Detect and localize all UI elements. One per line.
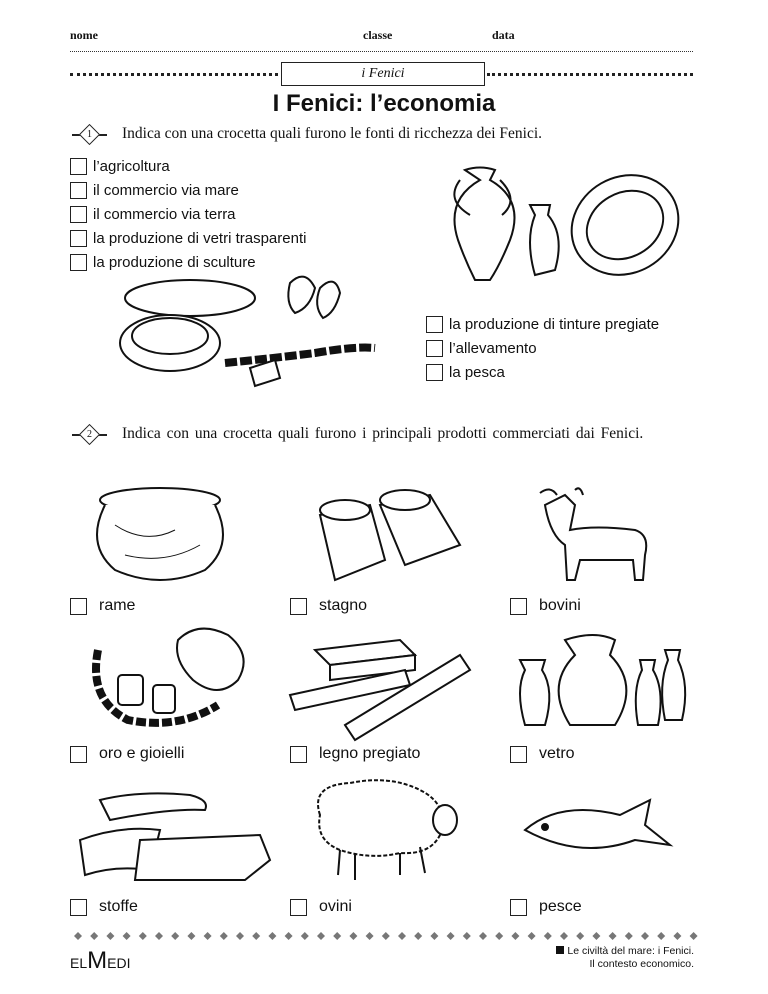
- option-pesca[interactable]: la pesca: [426, 360, 659, 384]
- diamond-ornament-icon: [414, 932, 422, 940]
- vases-illustration: [440, 160, 685, 285]
- checkbox[interactable]: [70, 158, 87, 175]
- product-stoffe[interactable]: stoffe: [70, 898, 138, 916]
- name-label: nome: [70, 28, 98, 42]
- banner: i Fenici: [281, 62, 485, 86]
- checkbox[interactable]: [70, 746, 87, 763]
- diamond-ornament-icon: [301, 932, 309, 940]
- checkbox[interactable]: [426, 316, 443, 333]
- diamond-ornament-icon: [690, 932, 698, 940]
- product-vetro[interactable]: vetro: [510, 745, 575, 763]
- diamond-ornament-icon: [317, 932, 325, 940]
- diamond-ornament-icon: [204, 932, 212, 940]
- diamond-ornament-icon: [106, 932, 114, 940]
- exercise1-number-marker: [72, 127, 107, 142]
- exercise2-question: Indica con una crocetta quali furono i principali prodotti commerciati dai Fenici.: [122, 425, 644, 442]
- header-rule: [70, 51, 693, 52]
- diamond-ornament-icon: [641, 932, 649, 940]
- checkbox[interactable]: [70, 899, 87, 916]
- checkbox[interactable]: [70, 254, 87, 271]
- diamond-ornament-icon: [139, 932, 147, 940]
- class-label: classe: [363, 28, 393, 42]
- fabrics-illustration: [80, 780, 270, 885]
- diamond-ornament-icon: [447, 932, 455, 940]
- diamond-ornament-icon: [398, 932, 406, 940]
- diamond-ornament-icon: [333, 932, 341, 940]
- option-allevamento[interactable]: l’allevamento: [426, 336, 659, 360]
- wood-planks-illustration: [285, 630, 470, 730]
- product-rame[interactable]: rame: [70, 597, 135, 615]
- cow-illustration: [535, 485, 665, 585]
- fish-illustration: [520, 790, 680, 865]
- diamond-ornament-icon: [560, 932, 568, 940]
- diamond-ornament-icon: [187, 932, 195, 940]
- checkbox[interactable]: [510, 598, 527, 615]
- diamond-ornament-icon: [495, 932, 503, 940]
- diamond-ornament-icon: [592, 932, 600, 940]
- diamond-ornament-icon: [74, 932, 82, 940]
- option-vetri[interactable]: la produzione di vetri trasparenti: [70, 226, 306, 250]
- diamond-ornament-icon: [366, 932, 374, 940]
- diamond-ornament-icon: [285, 932, 293, 940]
- exercise2-number-marker: [72, 427, 107, 442]
- banner-dots-right: [487, 73, 693, 76]
- diamond-ornament-icon: [155, 932, 163, 940]
- checkbox[interactable]: [70, 206, 87, 223]
- exercise1-question: Indica con una crocetta quali furono le fonti di ricchezza dei Fenici.: [122, 125, 543, 142]
- diamond-ornament-icon: [171, 932, 179, 940]
- option-agricoltura[interactable]: l’agricoltura: [70, 154, 306, 178]
- diamond-ornament-icon: [544, 932, 552, 940]
- diamond-ornament-icon: [463, 932, 471, 940]
- product-bovini[interactable]: bovini: [510, 597, 581, 615]
- page-title: I Fenici: l’economia: [272, 90, 496, 117]
- exercise1-options-right: [426, 312, 659, 384]
- date-label: data: [492, 28, 515, 42]
- checkbox[interactable]: [426, 340, 443, 357]
- diamond-ornament-icon: [625, 932, 633, 940]
- option-tinture[interactable]: la produzione di tinture pregiate: [426, 312, 659, 336]
- gold-jewelry-illustration: [78, 620, 258, 730]
- glass-vessels-illustration: [510, 630, 695, 730]
- exercise1-options-left: [70, 154, 306, 274]
- diamond-ornament-icon: [268, 932, 276, 940]
- bullet-square-icon: [556, 946, 564, 954]
- exercise1-number: 1: [87, 129, 92, 140]
- footer-credits: Le civiltà del mare: i Fenici. Il contesto economico.: [556, 945, 694, 971]
- checkbox[interactable]: [70, 598, 87, 615]
- publisher-logo: ELMEDI: [70, 947, 131, 974]
- diamond-ornament-icon: [657, 932, 665, 940]
- product-oro-gioielli[interactable]: oro e gioielli: [70, 745, 184, 763]
- checkbox[interactable]: [70, 182, 87, 199]
- sheep-illustration: [300, 775, 460, 885]
- diamond-ornament-icon: [252, 932, 260, 940]
- option-sculture[interactable]: la produzione di sculture: [70, 250, 306, 274]
- copper-pot-illustration: [85, 485, 235, 585]
- diamond-ornament-icon: [220, 932, 228, 940]
- checkbox[interactable]: [70, 230, 87, 247]
- product-pesce[interactable]: pesce: [510, 898, 582, 916]
- diamond-ornament-icon: [430, 932, 438, 940]
- tin-ingots-illustration: [300, 485, 470, 590]
- product-stagno[interactable]: stagno: [290, 597, 367, 615]
- diamond-ornament-icon: [123, 932, 131, 940]
- diamond-ornament-icon: [479, 932, 487, 940]
- diamond-ornament-icon: [609, 932, 617, 940]
- checkbox[interactable]: [510, 746, 527, 763]
- jewelry-illustration: [115, 268, 390, 398]
- product-ovini[interactable]: ovini: [290, 898, 352, 916]
- checkbox[interactable]: [426, 364, 443, 381]
- option-commercio-terra[interactable]: il commercio via terra: [70, 202, 306, 226]
- diamond-ornament-icon: [511, 932, 519, 940]
- banner-dots-left: [70, 73, 278, 76]
- checkbox[interactable]: [290, 746, 307, 763]
- checkbox[interactable]: [290, 598, 307, 615]
- diamond-ornament-icon: [673, 932, 681, 940]
- option-commercio-mare[interactable]: il commercio via mare: [70, 178, 306, 202]
- diamond-ornament-icon: [236, 932, 244, 940]
- diamond-ornament-icon: [349, 932, 357, 940]
- diamond-ornament-icon: [528, 932, 536, 940]
- checkbox[interactable]: [510, 899, 527, 916]
- diamond-ornament-icon: [382, 932, 390, 940]
- footer-diamond-rule: [70, 930, 695, 942]
- checkbox[interactable]: [290, 899, 307, 916]
- diamond-ornament-icon: [576, 932, 584, 940]
- product-legno-pregiato[interactable]: legno pregiato: [290, 745, 420, 763]
- diamond-ornament-icon: [90, 932, 98, 940]
- exercise2-number: 2: [87, 429, 92, 440]
